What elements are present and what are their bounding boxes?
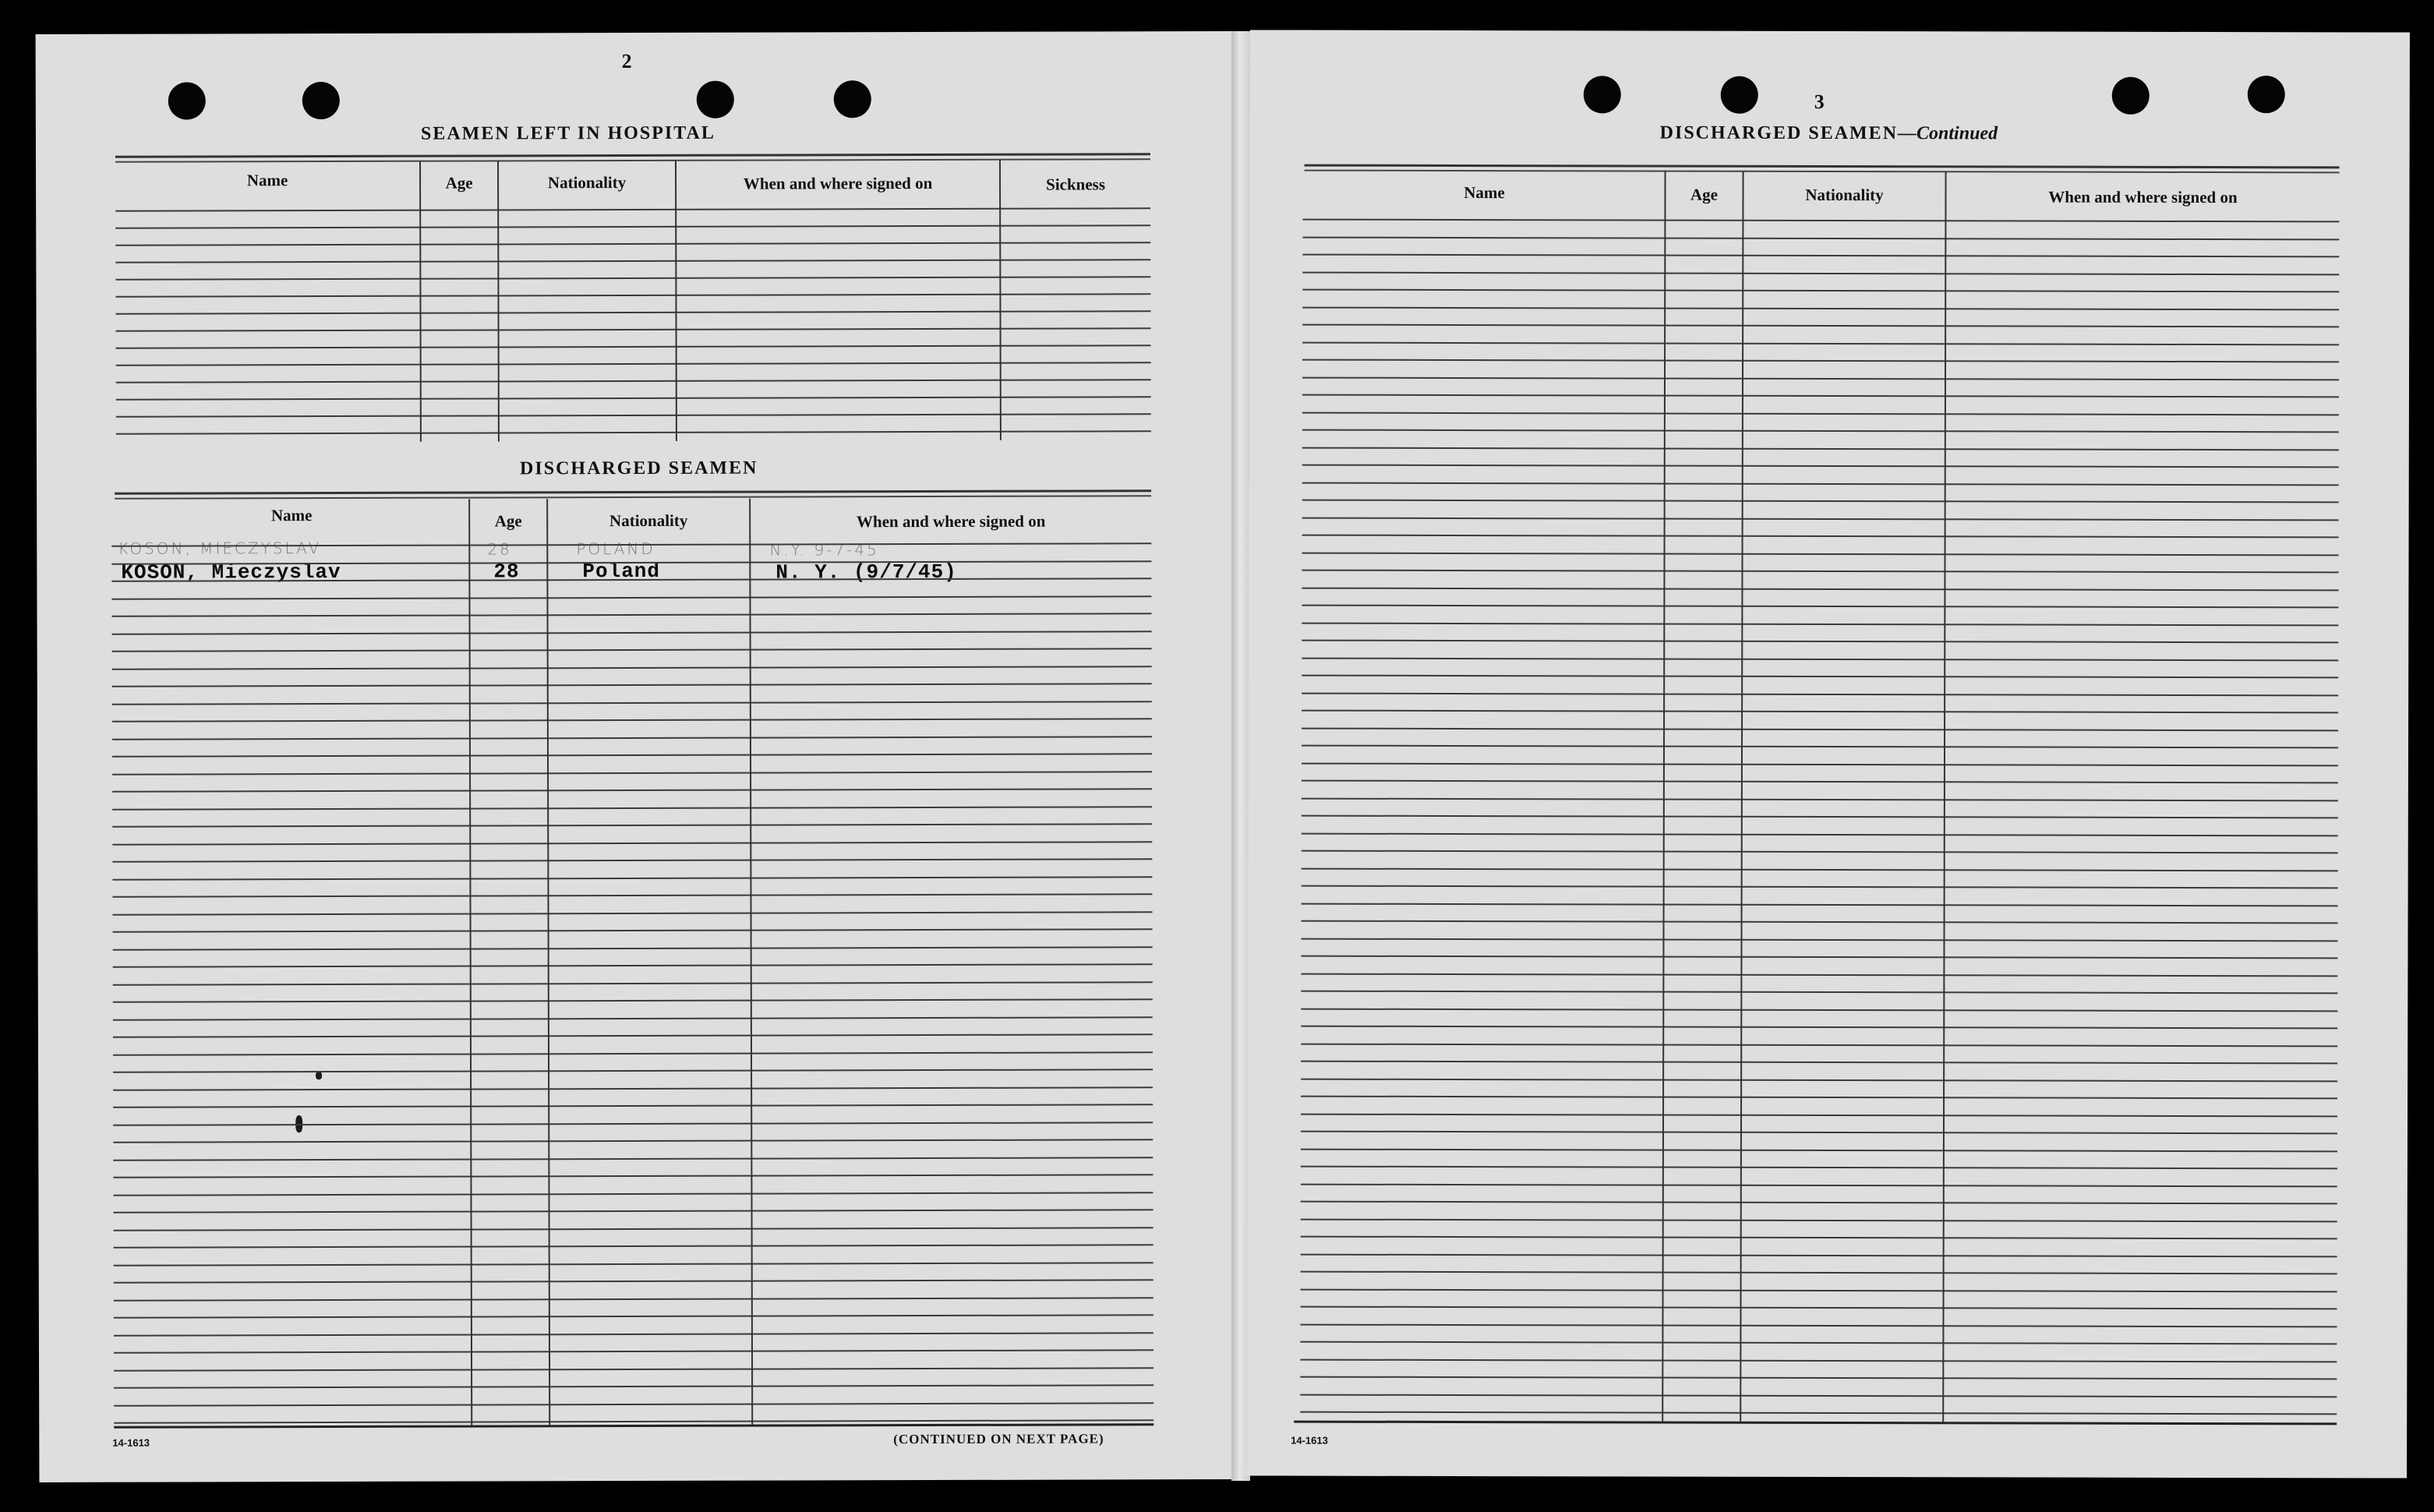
table-row-line bbox=[113, 1069, 1153, 1072]
table-row-line bbox=[112, 753, 1152, 757]
table-row-line bbox=[1301, 1078, 2337, 1082]
table-row-line bbox=[111, 595, 1151, 599]
table-column-line bbox=[999, 160, 1002, 440]
handwritten-age: 28 bbox=[487, 539, 512, 559]
table-row-line bbox=[1302, 832, 2338, 836]
punch-hole bbox=[1584, 76, 1621, 113]
table-row-line bbox=[1301, 956, 2337, 959]
table-row-line bbox=[1302, 394, 2339, 398]
table-row-line bbox=[113, 1051, 1153, 1055]
table-row-line bbox=[115, 224, 1150, 228]
table-row-line bbox=[1302, 745, 2338, 749]
discharged-section-title: DISCHARGED SEAMEN bbox=[519, 457, 758, 479]
table-row-line bbox=[112, 841, 1152, 845]
table-column-line bbox=[749, 499, 753, 1425]
column-header-age: Age bbox=[494, 511, 522, 531]
table-row-line bbox=[1301, 1183, 2337, 1187]
table-row-line bbox=[116, 310, 1151, 314]
column-header-signed-on: When and where signed on bbox=[857, 511, 1046, 532]
column-header-name: Name bbox=[246, 171, 288, 190]
table-row-line bbox=[1301, 1236, 2337, 1240]
table-row-line bbox=[114, 1227, 1153, 1231]
table-row-line bbox=[1302, 780, 2338, 784]
table-row-line bbox=[1302, 903, 2338, 906]
column-header-nationality: Nationality bbox=[609, 510, 688, 531]
table-row-line bbox=[113, 1086, 1153, 1090]
table-row-line bbox=[116, 413, 1151, 417]
table-row-line bbox=[113, 911, 1153, 915]
table-row-line bbox=[1302, 570, 2338, 574]
table-column-line bbox=[675, 161, 677, 441]
table-row-line bbox=[1300, 1358, 2337, 1362]
punch-hole bbox=[302, 82, 340, 119]
table-row-line bbox=[1302, 885, 2338, 889]
table-row-line bbox=[1302, 587, 2338, 591]
table-row-line bbox=[112, 771, 1152, 775]
table-row-line bbox=[1302, 482, 2339, 486]
punch-hole bbox=[2112, 77, 2150, 115]
table-row-line bbox=[1301, 1218, 2337, 1222]
table-row-line bbox=[1302, 938, 2338, 941]
table-row-line bbox=[1302, 762, 2338, 766]
table-row-line bbox=[1300, 1376, 2337, 1380]
punch-hole bbox=[2248, 76, 2285, 113]
table-row-line bbox=[1301, 1148, 2337, 1152]
table-row-line bbox=[1302, 867, 2338, 871]
table-row-line bbox=[113, 963, 1153, 967]
table-column-line bbox=[497, 161, 500, 441]
table-row-line bbox=[112, 648, 1152, 652]
table-row-line bbox=[1302, 675, 2338, 679]
table-row-line bbox=[1302, 324, 2339, 328]
punch-hole bbox=[834, 80, 871, 118]
table-row-line bbox=[1302, 552, 2339, 556]
typed-name: KOSON, Mieczyslav bbox=[121, 560, 341, 585]
column-header-age: Age bbox=[445, 173, 473, 193]
table-row-line bbox=[114, 1367, 1153, 1371]
table-row-line bbox=[1302, 219, 2339, 223]
table-row-line bbox=[114, 1209, 1153, 1213]
table-row-line bbox=[112, 613, 1152, 616]
ink-smudge bbox=[316, 1072, 322, 1079]
table-row-line bbox=[113, 1104, 1153, 1108]
table-row-line bbox=[1301, 973, 2337, 977]
form-number: 14-1613 bbox=[1291, 1434, 1328, 1447]
table-row-line bbox=[1302, 359, 2339, 363]
table-row-line bbox=[1301, 1008, 2337, 1012]
typed-nationality: Poland bbox=[582, 559, 661, 584]
table-row-line bbox=[112, 718, 1152, 722]
table-row-line bbox=[1301, 991, 2337, 994]
table-row-line bbox=[112, 893, 1152, 897]
table-row-line bbox=[116, 379, 1151, 383]
hospital-table bbox=[36, 31, 1233, 34]
table-row-line bbox=[113, 1122, 1153, 1125]
table-row-line bbox=[1302, 306, 2339, 310]
column-header-nationality: Nationality bbox=[547, 173, 627, 193]
handwritten-name: KOSON, MIECZYSLAV bbox=[118, 539, 322, 558]
table-row-line bbox=[1301, 1166, 2337, 1170]
table-row-line bbox=[1302, 797, 2338, 801]
discharged-continued-title bbox=[1660, 123, 1998, 145]
table-row-line bbox=[1302, 271, 2339, 275]
table-row-line bbox=[1302, 850, 2338, 854]
table-row-line bbox=[1301, 1131, 2337, 1135]
table-row-line bbox=[114, 1297, 1153, 1301]
table-row-line bbox=[114, 1279, 1153, 1283]
table-row-line bbox=[1302, 412, 2339, 415]
column-header-signed-on: When and where signed on bbox=[743, 174, 933, 193]
table-row-line bbox=[1302, 692, 2338, 696]
table-row-line bbox=[1301, 1096, 2337, 1100]
table-row-line bbox=[1302, 447, 2339, 450]
table-row-line bbox=[114, 1349, 1153, 1353]
handwritten-signed-on: N.Y. 9-7-45 bbox=[769, 540, 879, 560]
column-header-sickness: Sickness bbox=[1046, 175, 1106, 194]
table-row-line bbox=[112, 631, 1152, 634]
hospital-section-title: SEAMEN LEFT IN HOSPITAL bbox=[420, 122, 715, 144]
table-row-line bbox=[112, 876, 1152, 880]
table-row-line bbox=[116, 396, 1151, 400]
table-row-line bbox=[114, 1244, 1153, 1248]
table-row-line bbox=[1301, 1061, 2337, 1065]
table-row-line bbox=[1302, 500, 2339, 503]
table-row-line bbox=[113, 928, 1153, 932]
table-row-line bbox=[113, 1033, 1153, 1037]
table-row-line bbox=[1302, 710, 2338, 714]
section-title-main: DISCHARGED SEAMEN bbox=[1659, 122, 1899, 144]
table-row-line bbox=[1302, 289, 2339, 293]
table-row-line bbox=[1302, 517, 2339, 521]
table-row-line bbox=[114, 1262, 1153, 1266]
table-row-line bbox=[112, 823, 1152, 827]
table-row-line bbox=[113, 1016, 1153, 1020]
table-row-line bbox=[1301, 1113, 2337, 1117]
table-row-line bbox=[1301, 1253, 2337, 1257]
discharged-continued-table bbox=[1250, 30, 2410, 32]
table-row-line bbox=[113, 998, 1153, 1002]
table-row-line bbox=[1302, 657, 2338, 661]
table-column-line bbox=[419, 161, 422, 442]
table-row-line bbox=[116, 344, 1151, 348]
table-row-line bbox=[1302, 236, 2339, 240]
column-header-signed-on: When and where signed on bbox=[2048, 187, 2238, 207]
table-row-line bbox=[112, 858, 1152, 862]
column-header-name: Name bbox=[270, 506, 313, 525]
table-row-line bbox=[115, 259, 1150, 263]
form-number: 14-1613 bbox=[112, 1436, 150, 1449]
column-header-nationality: Nationality bbox=[1805, 185, 1884, 205]
table-row-line bbox=[114, 1314, 1153, 1318]
table-row-line bbox=[112, 806, 1152, 810]
table-row-line bbox=[112, 736, 1152, 740]
table-row-line bbox=[113, 1157, 1153, 1160]
table-row-line bbox=[116, 430, 1151, 434]
typed-age: 28 bbox=[493, 560, 520, 584]
table-row-line bbox=[114, 1402, 1153, 1406]
table-row-line bbox=[1302, 727, 2338, 731]
table-row-line bbox=[1302, 815, 2338, 819]
page-number: 2 bbox=[621, 50, 632, 73]
table-row-line bbox=[1300, 1323, 2337, 1327]
table-row-line bbox=[1302, 622, 2338, 626]
handwritten-nationality: POLAND bbox=[576, 539, 655, 559]
table-row-line bbox=[1302, 341, 2339, 345]
table-row-line bbox=[1302, 254, 2339, 258]
bottom-rule bbox=[114, 1423, 1153, 1428]
table-row-line bbox=[1301, 1271, 2337, 1275]
table-row-line bbox=[113, 1174, 1153, 1178]
left-page bbox=[36, 31, 1237, 1482]
table-row-line bbox=[1302, 465, 2339, 468]
table-column-line bbox=[468, 500, 472, 1425]
table-row-line bbox=[114, 1332, 1153, 1336]
table-row-line bbox=[113, 1139, 1153, 1143]
header-rule bbox=[115, 153, 1150, 162]
punch-hole bbox=[168, 82, 206, 119]
table-row-line bbox=[112, 666, 1152, 669]
table-row-line bbox=[1302, 535, 2339, 539]
typed-signed-on: N. Y. (9/7/45) bbox=[775, 560, 957, 585]
right-page bbox=[1247, 30, 2410, 1478]
discharged-table bbox=[36, 31, 1233, 34]
table-row-line bbox=[1302, 429, 2339, 433]
table-column-line bbox=[1740, 171, 1743, 1422]
table-column-line bbox=[546, 499, 550, 1425]
table-row-line bbox=[114, 1384, 1153, 1388]
table-row-line bbox=[115, 242, 1150, 246]
table-row-line bbox=[116, 327, 1151, 331]
table-row-line bbox=[1300, 1394, 2337, 1397]
table-row-line bbox=[113, 1192, 1153, 1196]
bottom-rule bbox=[1294, 1421, 2337, 1425]
table-row-line bbox=[113, 981, 1153, 985]
page-number: 3 bbox=[1814, 90, 1825, 113]
table-row-line bbox=[1302, 605, 2338, 609]
table-row-line bbox=[115, 276, 1150, 280]
table-row-line bbox=[112, 683, 1152, 687]
table-column-line bbox=[1662, 171, 1666, 1422]
table-row-line bbox=[1300, 1411, 2337, 1415]
table-row-line bbox=[113, 946, 1153, 950]
table-row-line bbox=[1301, 1288, 2337, 1292]
column-header-age: Age bbox=[1690, 185, 1719, 204]
table-row-line bbox=[1301, 1201, 2337, 1205]
section-title-suffix: —Continued bbox=[1898, 123, 1998, 144]
table-row-line bbox=[1302, 376, 2339, 380]
table-row-line bbox=[1301, 1306, 2337, 1310]
table-row-line bbox=[115, 207, 1150, 211]
header-rule bbox=[115, 489, 1151, 499]
punch-hole bbox=[1721, 76, 1758, 114]
punch-hole bbox=[697, 81, 734, 118]
column-header-name: Name bbox=[1464, 183, 1505, 203]
table-row-line bbox=[112, 788, 1152, 792]
table-column-line bbox=[1942, 171, 1946, 1422]
table-row-line bbox=[1302, 640, 2338, 644]
table-row-line bbox=[115, 293, 1150, 297]
table-row-line bbox=[112, 701, 1152, 705]
table-row-line bbox=[1301, 1026, 2337, 1030]
continued-note: (CONTINUED ON NEXT PAGE) bbox=[893, 1431, 1104, 1447]
table-row-line bbox=[1300, 1341, 2337, 1345]
table-row-line bbox=[1301, 1043, 2337, 1047]
table-row-line bbox=[116, 362, 1151, 366]
table-row-line bbox=[1302, 920, 2338, 924]
header-rule bbox=[1305, 164, 2340, 174]
